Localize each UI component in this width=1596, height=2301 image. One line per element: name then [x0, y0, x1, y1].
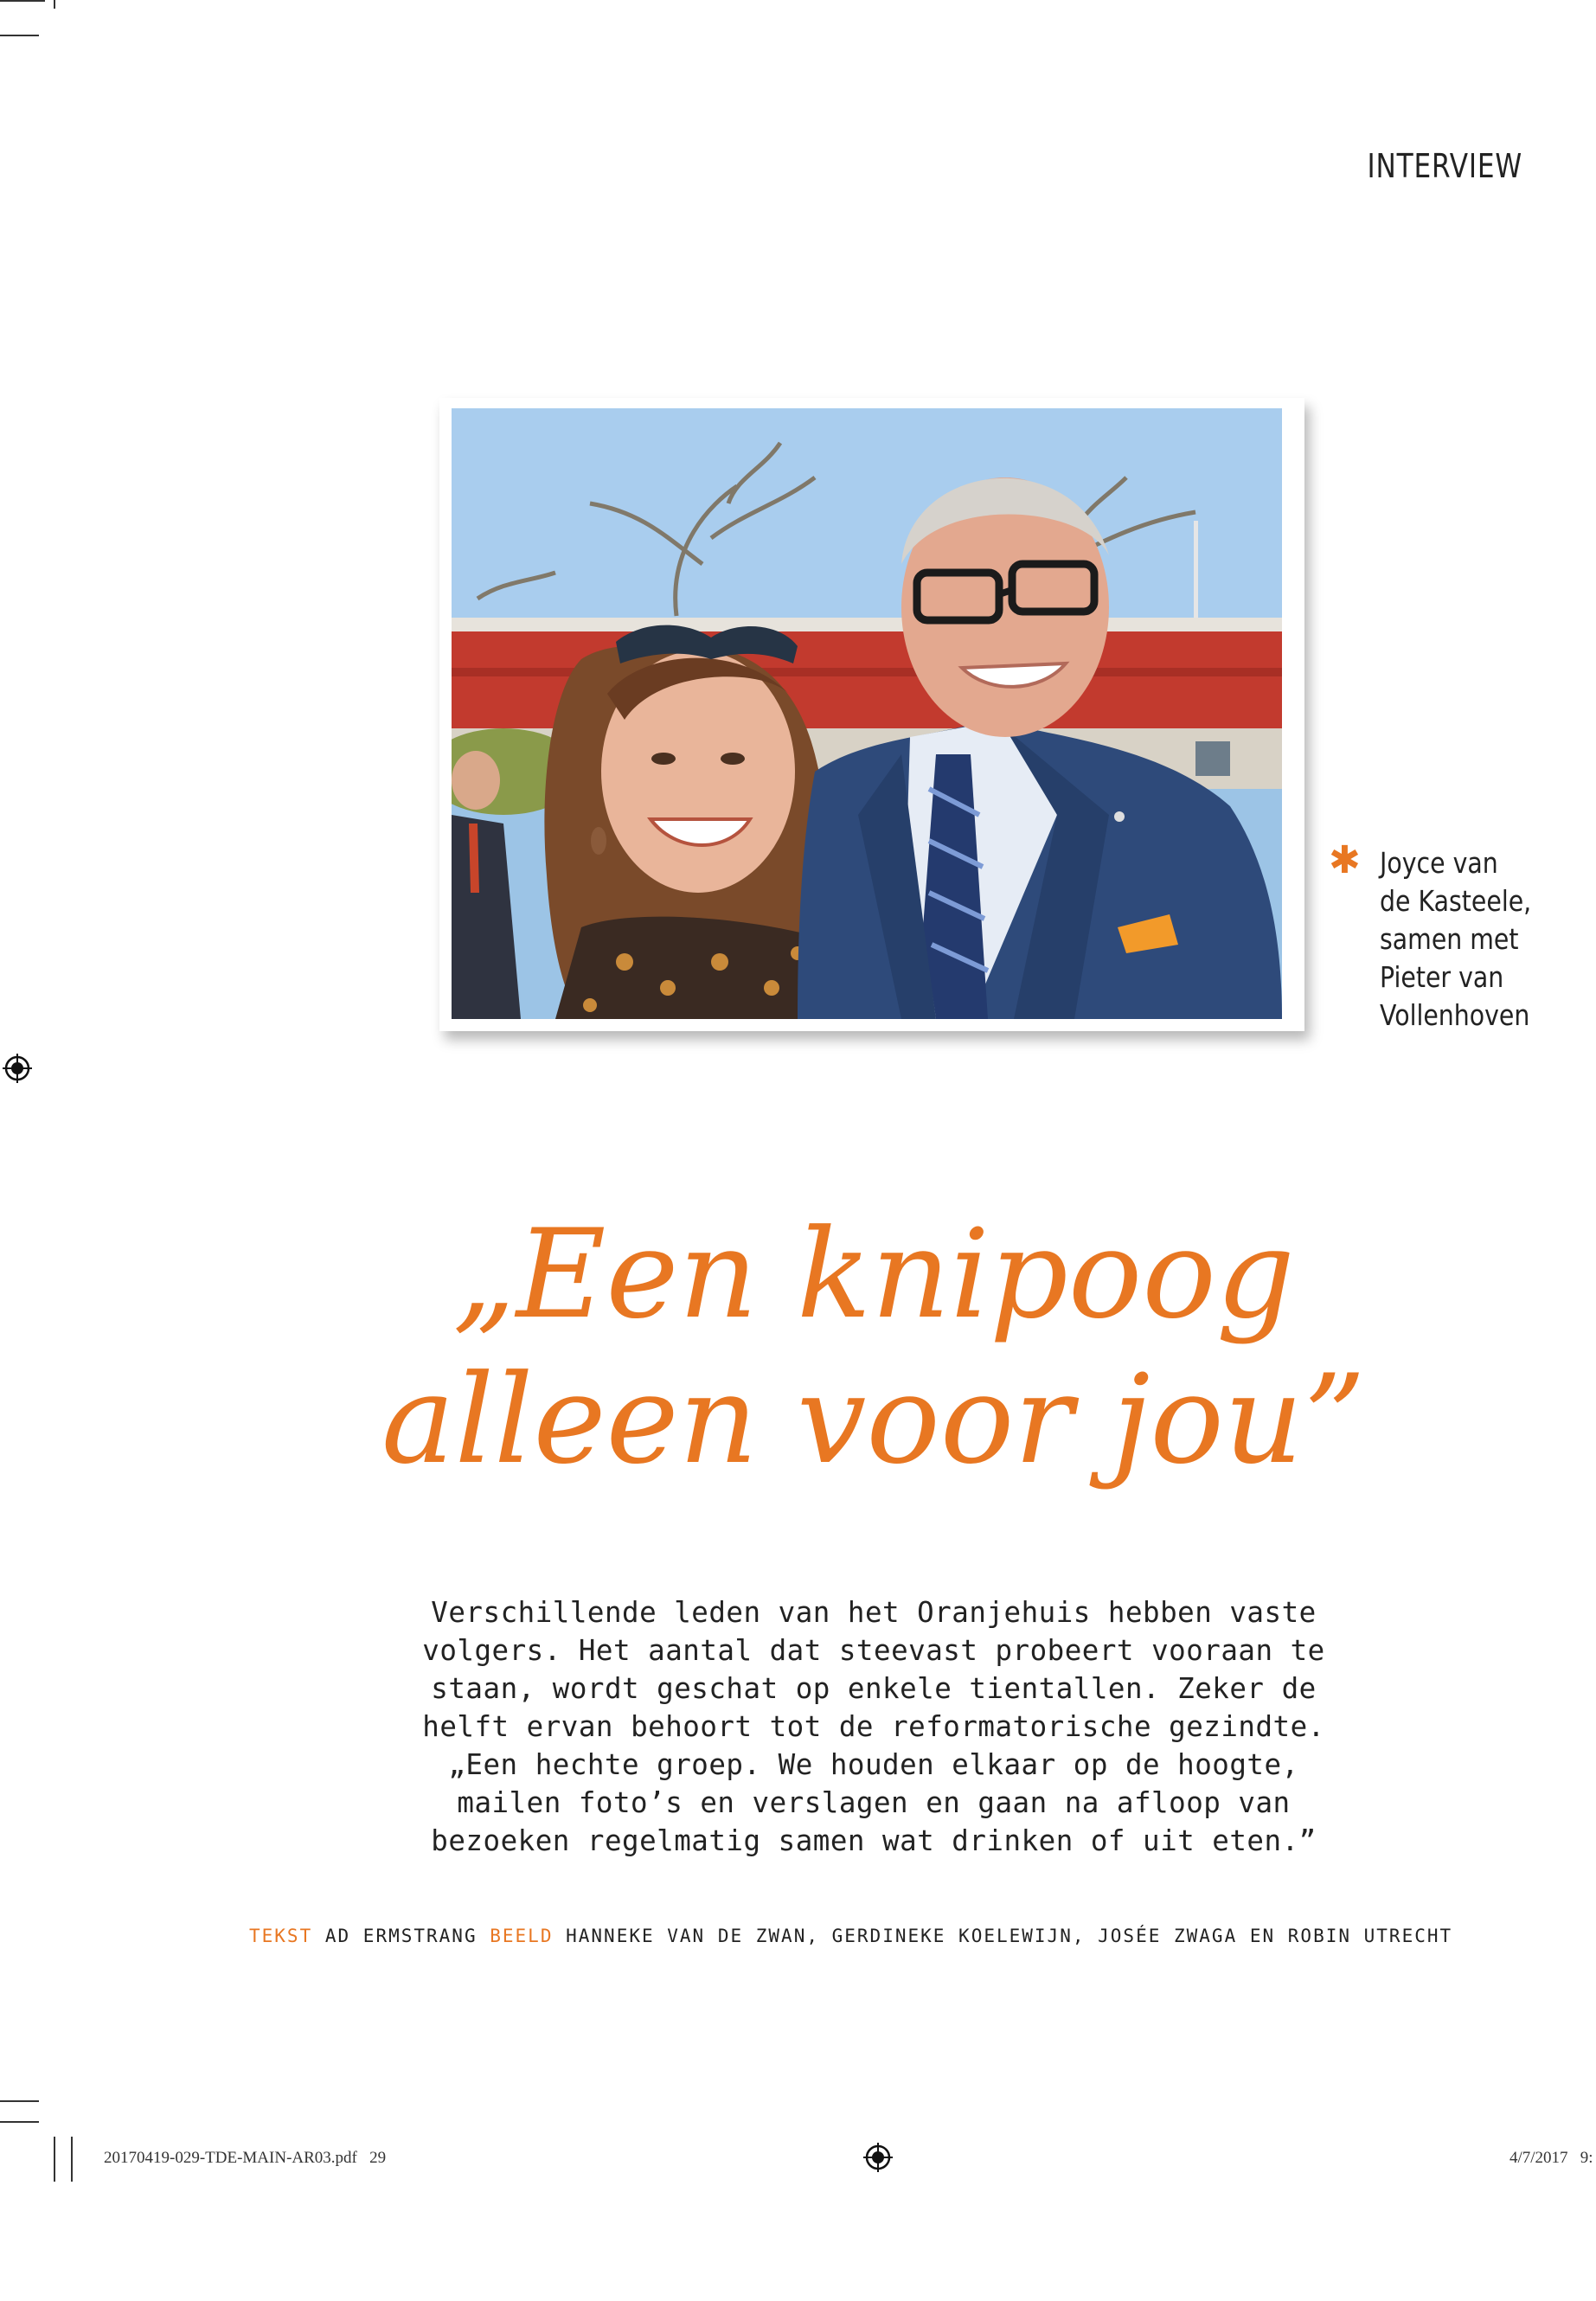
intro-line: staan, wordt geschat op enkele tientallen. Zeker de	[431, 1672, 1317, 1705]
photo-portrait	[452, 408, 1282, 1019]
headline	[329, 1202, 1419, 1493]
credits-tekst-label: TEKST	[249, 1926, 313, 1946]
credits-beeld-label: BEELD	[490, 1926, 554, 1946]
asterisk-icon: ✱	[1329, 838, 1361, 882]
caption-line: Pieter van	[1380, 960, 1504, 994]
crop-mark-top-left-h	[0, 35, 39, 36]
caption-line: Joyce van	[1380, 846, 1498, 880]
intro-line: volgers. Het aantal dat steevast probeert vooraan te	[422, 1634, 1325, 1667]
intro-line: mailen foto’s en verslagen en gaan na afloop van	[457, 1786, 1291, 1819]
registration-mark-left	[3, 1054, 32, 1083]
caption-line: Vollenhoven	[1380, 998, 1530, 1032]
crop-mark-bottom-left-v	[54, 2137, 55, 2182]
crop-mark-top-left-v	[54, 0, 55, 9]
intro-line: Verschillende leden van het Oranjehuis hebben vaste	[431, 1596, 1317, 1629]
crop-mark-bottom-left-h2	[0, 2121, 39, 2123]
intro-line: „Een hechte groep. We houden elkaar op de hoogte,	[448, 1748, 1299, 1781]
footer-date: 4/7/2017 9:	[1509, 2149, 1593, 2167]
intro-line: helft ervan behoort tot de reformatorische gezindte.	[422, 1710, 1325, 1743]
registration-mark-bottom	[863, 2143, 893, 2172]
caption-line: de Kasteele,	[1380, 884, 1532, 918]
credits-tekst-value: AD ERMSTRANG	[324, 1926, 478, 1946]
credits-beeld-value: HANNEKE VAN DE ZWAN, GERDINEKE KOELEWIJN, JOSÉE ZWAGA EN ROBIN UTRECHT	[566, 1926, 1453, 1946]
crop-mark-bottom-left-v2	[71, 2137, 73, 2182]
headline-line: alleen voor jou”	[381, 1349, 1366, 1491]
headline-line: „Een knipoog	[452, 1203, 1295, 1346]
photo-caption	[1380, 844, 1551, 1035]
intro-line: bezoeken regelmatig samen wat drinken of uit eten.”	[431, 1824, 1317, 1857]
footer-file-info: 20170419-029-TDE-MAIN-AR03.pdf 29	[104, 2149, 387, 2167]
caption-line: samen met	[1380, 922, 1519, 956]
intro-paragraph	[337, 1593, 1410, 1860]
crop-mark-top-left-h2	[0, 0, 45, 2]
photo-frame	[439, 398, 1304, 1031]
section-label: INTERVIEW	[1367, 147, 1522, 185]
credits-line	[249, 1926, 1512, 1946]
crop-mark-bottom-left-h	[0, 2100, 39, 2102]
